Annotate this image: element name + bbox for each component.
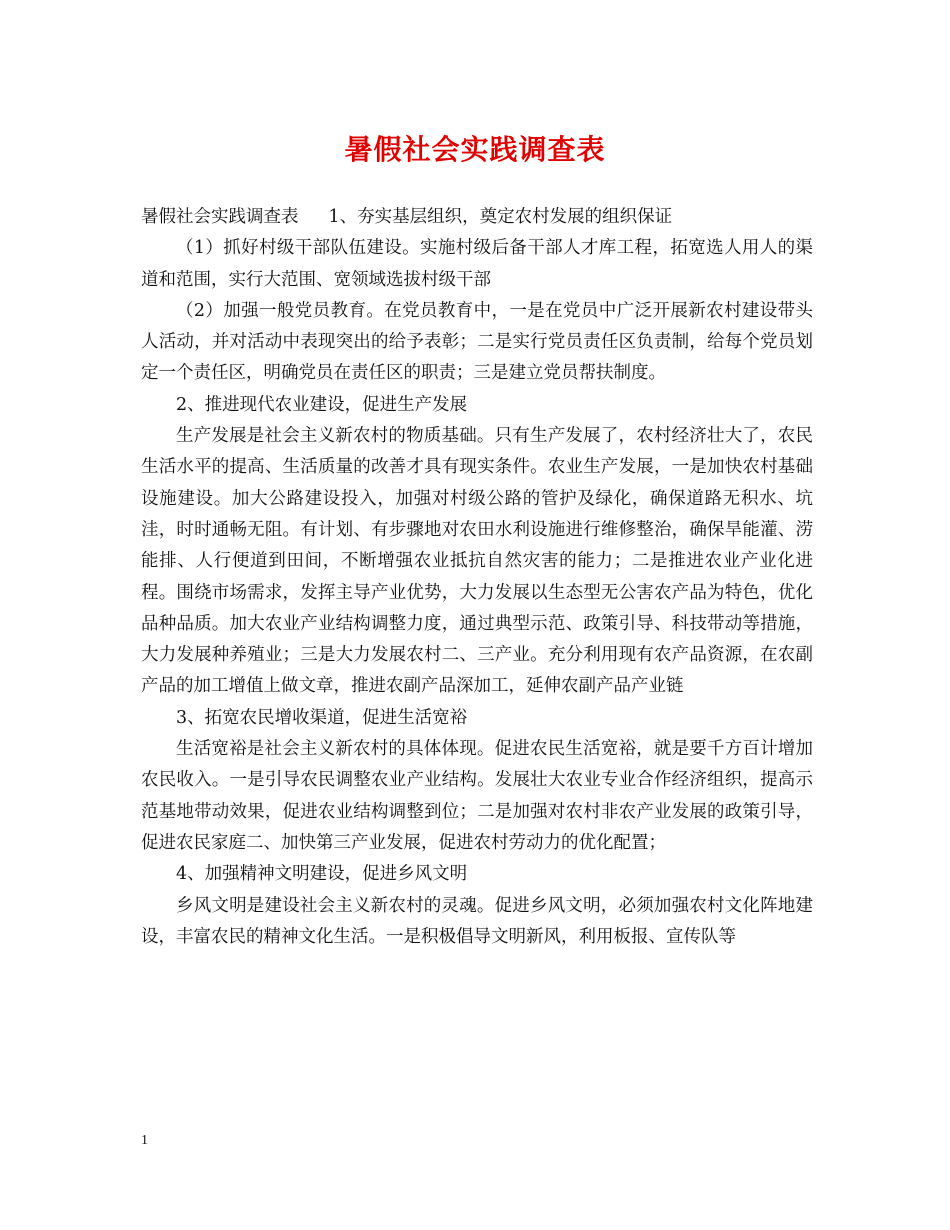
lead-label: 暑假社会实践调查表 — [141, 207, 299, 227]
section-heading-4: 4、加强精神文明建设，促进乡风文明 — [176, 864, 468, 885]
paragraph-3: 生产发展是社会主义新农村的物质基础。只有生产发展了，农村经济壮大了，农民生活水平的提高、生活质量的改善才具有现实条件。农业生产发展，一是加快农村基础设施建设。加大公路建设投入，加强对村级公路的管护及绿化，确保道路无积水、坑洼，时时通畅无阻。有计划、有步骤地对农田水利设施进行维修整治，确保旱能灌、涝能排、人行便道到田间，不断增强农业抵抗自然灾害的能力；二是推进农业产业化进程。围绕市场需求，发挥主导产业优势，大力发展以生态型无公害农产品为特色，优化品种品质。加大农业产业结构调整力度，通过典型示范、政策引导、科技带动等措施，大力发展种养殖业；三是大力发展农村二、三产业。充分利用现有农产品资源，在农副产品的加工增值上做文章，推进农副产品深加工，延伸农副产品产业链 — [141, 426, 813, 697]
paragraph-1: （1）抓好村级干部队伍建设。实施村级后备干部人才库工程，拓宽选人用人的渠道和范围，实行大范围、宽领域选拔村级干部 — [141, 238, 813, 290]
lead-paragraph — [141, 202, 813, 233]
paragraph-4: 生活宽裕是社会主义新农村的具体体现。促进农民生活宽裕，就是要千方百计增加农民收入。一是引导农民调整农业产业结构。发展壮大农业专业合作经济组织，提高示范基地带动效果，促进农业结构调整到位；二是加强对农村非农产业发展的政策引导，促进农民家庭二、加快第三产业发展，促进农村劳动力的优化配置； — [141, 739, 813, 853]
section-heading-2: 2、推进现代农业建设，促进生产发展 — [176, 394, 468, 415]
paragraph-5: 乡风文明是建设社会主义新农村的灵魂。促进乡风文明，必须加强农村文化阵地建设，丰富农民的精神文化生活。一是积极倡导文明新风，利用板报、宣传队等 — [141, 895, 813, 947]
document-title: 暑假社会实践调查表 — [344, 133, 606, 166]
paragraph-2: （2）加强一般党员教育。在党员教育中，一是在党员中广泛开展新农村建设带头人活动，并对活动中表现突出的给予表彰；二是实行党员责任区负责制，给每个党员划定一个责任区，明确党员在责任区的职责；三是建立党员帮扶制度。 — [141, 300, 813, 384]
lead-text: 1、夯实基层组织，奠定农村发展的组织保证 — [328, 207, 673, 227]
section-heading-3: 3、拓宽农民增收渠道，促进生活宽裕 — [176, 707, 468, 728]
document-body — [141, 202, 813, 953]
page-number: 1 — [141, 1133, 148, 1148]
